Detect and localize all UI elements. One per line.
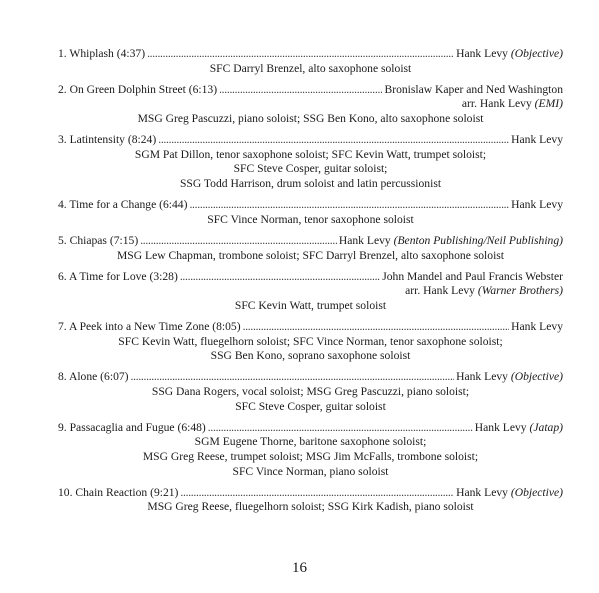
track-7 [58,320,563,364]
track-title-row [58,234,563,249]
track-arranger: arr. Hank Levy (EMI) [461,97,563,111]
track-title-row [58,320,563,335]
soloist-line: SFC Vince Norman, tenor saxophone soloist [207,212,414,226]
track-title: 2. On Green Dolphin Street (6:13) [58,82,218,96]
dot-leader [180,486,454,501]
track-publisher: (EMI) [534,97,563,111]
track-list [58,47,563,522]
track-4 [58,198,563,227]
soloist-line: SFC Steve Cosper, guitar soloist; [233,162,388,176]
track-composer: Hank Levy (Objective) [456,47,563,60]
soloist-line: SFC Steve Cosper, guitar soloist [235,399,386,413]
soloist-line: MSG Lew Chapman, trombone soloist; SFC Darryl Brenzel, alto saxophone soloist [116,248,505,262]
track-title: 3. Latintensity (8:24) [58,133,157,147]
dot-leader [219,83,382,98]
dot-leader [140,234,337,249]
track-publisher: (Objective) [510,47,563,60]
track-composer: Hank Levy [511,133,563,147]
track-title-row [58,486,563,501]
track-2 [58,83,563,127]
track-title-row [58,133,563,148]
track-6 [58,270,563,314]
track-title: 8. Alone (6:07) [58,370,129,384]
track-title: 1. Whiplash (4:37) [58,47,146,60]
track-title: 5. Chiapas (7:15) [58,233,139,247]
track-publisher: (Objective) [510,370,563,384]
track-composer: Hank Levy [511,198,563,212]
track-3 [58,133,563,191]
soloist-line: SFC Kevin Watt, trumpet soloist [234,298,387,312]
track-5 [58,234,563,263]
soloist-line: SFC Vince Norman, piano soloist [232,464,389,478]
track-1 [58,47,563,76]
dot-leader [158,133,509,148]
track-9 [58,421,563,479]
track-title-row [58,370,563,385]
soloist-line: SSG Ben Kono, soprano saxophone soloist [210,349,411,363]
track-title-row [58,198,563,213]
soloist-line: MSG Greg Reese, fluegelhorn soloist; SSG Kirk Kadish, piano soloist [147,500,474,514]
track-publisher: (Benton Publishing/Neil Publishing) [393,233,563,247]
soloist-line: SGM Eugene Thorne, baritone saxophone soloist; [194,435,427,449]
soloist-line: MSG Greg Reese, trumpet soloist; MSG Jim McFalls, trombone soloist; [142,450,479,463]
dot-leader [243,320,510,335]
track-composer: Hank Levy [511,320,563,334]
track-composer: Hank Levy (Objective) [456,370,563,384]
track-title-row [58,421,563,436]
soloist-line: MSG Greg Pascuzzi, piano soloist; SSG Ben Kono, alto saxophone soloist [137,111,484,125]
track-title: 9. Passacaglia and Fugue (6:48) [58,420,206,434]
track-composer: Hank Levy (Benton Publishing/Neil Publishing) [338,233,563,247]
soloist-line: SFC Kevin Watt, fluegelhorn soloist; SFC Vince Norman, tenor saxophone soloist; [118,334,503,348]
track-10 [58,486,563,515]
page-number: 16 [292,560,307,576]
track-title-row [58,83,563,98]
dot-leader [131,370,455,385]
track-publisher: (Jatap) [529,420,563,434]
dot-leader [208,421,473,436]
soloist-line: SGM Pat Dillon, tenor saxophone soloist; SFC Kevin Watt, trumpet soloist; [134,147,487,161]
soloist-line: SSG Dana Rogers, vocal soloist; MSG Greg Pascuzzi, piano soloist; [151,385,470,399]
track-composer: John Mandel and Paul Francis Webster [382,269,563,283]
track-8 [58,370,563,414]
track-title-row [58,47,563,62]
track-title: 4. Time for a Change (6:44) [58,198,188,212]
track-publisher: (Objective) [510,485,563,499]
dot-leader [180,270,380,285]
track-title-row [58,270,563,285]
track-arranger: arr. Hank Levy (Warner Brothers) [405,284,563,298]
dot-leader [189,198,509,213]
track-composer: Hank Levy (Objective) [456,485,563,499]
track-title: 10. Chain Reaction (9:21) [58,485,179,499]
track-publisher: (Warner Brothers) [477,284,563,298]
track-composer: Hank Levy (Jatap) [474,420,563,434]
soloist-line: SFC Darryl Brenzel, alto saxophone soloist [209,61,412,75]
track-title: 7. A Peek into a New Time Zone (8:05) [58,320,241,334]
track-title: 6. A Time for Love (3:28) [58,269,178,283]
track-composer: Bronislaw Kaper and Ned Washington [384,82,563,96]
soloist-line: SSG Todd Harrison, drum soloist and latin percussionist [179,176,442,190]
dot-leader [147,47,454,62]
